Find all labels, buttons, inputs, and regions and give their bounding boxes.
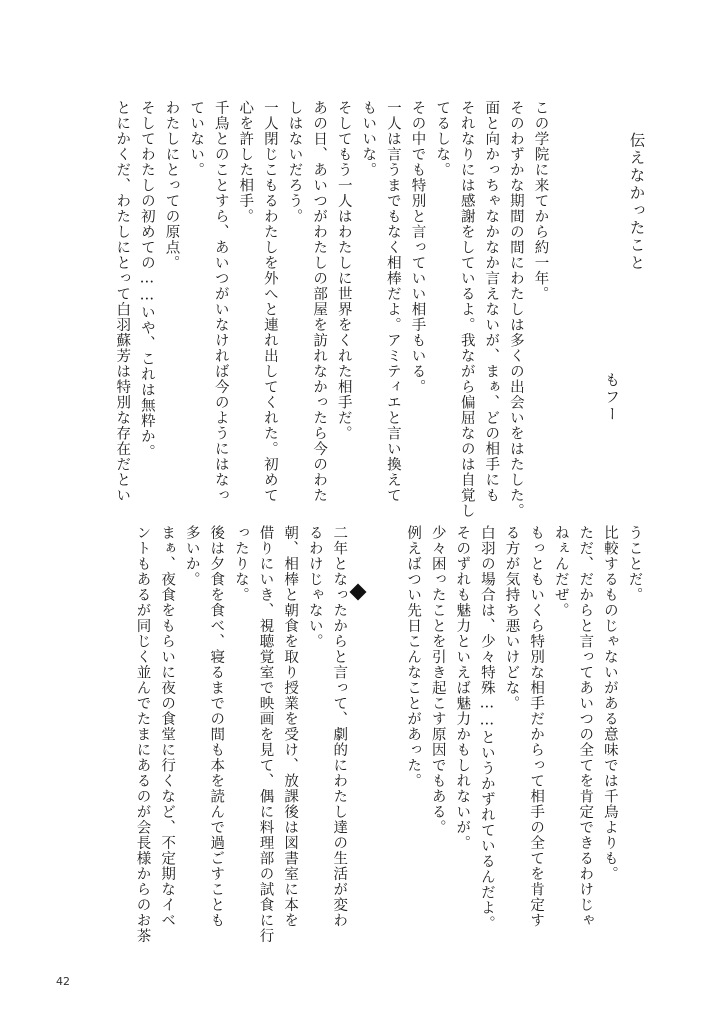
text-line: 一人は言うまでもなく相棒だよ。アミティエと言い換えて bbox=[384, 100, 401, 503]
text-line: ントもあるが同じく並んでたまにあるのが会長様からのお茶 bbox=[134, 525, 151, 944]
text-line: 少々困ったことを引き起こす原因でもある。 bbox=[429, 525, 446, 835]
text-line: ただ、だからと言ってあいつの全てを肯定できるわけじゃ bbox=[577, 525, 594, 928]
author-name: もフー bbox=[603, 372, 621, 423]
text-line: そしてわたしの初めての……いや、これは無粋か。 bbox=[138, 100, 155, 460]
text-line: ったりな。 bbox=[232, 525, 249, 603]
text-line: とにかくだ、わたしにとって白羽蘇芳は特別な存在だとい bbox=[114, 100, 131, 503]
text-line: 多いか。 bbox=[183, 525, 200, 587]
text-line: そのわずかな期間の間にわたしは多くの出会いをはたした。 bbox=[507, 100, 524, 519]
text-line: 朝、相棒と朝食を取り授業を受け、放課後は図書室に本を bbox=[282, 525, 299, 928]
text-line: 千鳥とのことすら、あいつがいなければ今のようにはなっ bbox=[212, 100, 229, 503]
text-line: もいいな。 bbox=[360, 100, 377, 178]
text-line: ねぇんだぜ。 bbox=[552, 525, 569, 618]
text-line: 一人閉じこもるわたしを外へと連れ出してくれた。初めて bbox=[261, 100, 278, 503]
text-line: ていない。 bbox=[188, 100, 205, 178]
text-line: もっともいくら特別な相手だからって相手の全てを肯定す bbox=[528, 525, 545, 928]
text-line: 借りにいき、視聴覚室で映画を見て、偶に料理部の試食に行 bbox=[257, 525, 274, 944]
text-line: わたしにとっての原点。 bbox=[163, 100, 180, 271]
text-line: てるしな。 bbox=[434, 100, 451, 178]
text-line: 面と向かっちゃなかなか言えないが、まぁ、どの相手にも bbox=[483, 100, 500, 503]
text-line: しはないだろう。 bbox=[286, 100, 303, 224]
text-line: るわけじゃない。 bbox=[306, 525, 323, 649]
text-line: それなりには感謝をしているよ。我ながら偏屈なのは自覚し bbox=[458, 100, 475, 519]
text-line: 例えばつい先日こんなことがあった。 bbox=[405, 525, 422, 789]
text-line: 心を許した相手。 bbox=[237, 100, 254, 224]
text-line: 白羽の場合は、少々特殊……というかずれているんだよ。 bbox=[478, 525, 495, 931]
text-line: そのずれも魅力といえば魅力かもしれないが。 bbox=[454, 525, 471, 851]
section-divider-diamond-icon bbox=[350, 584, 367, 601]
text-line: うことだ。 bbox=[626, 525, 643, 603]
text-line: まぁ、夜食をもらいに夜の食堂に行くなど、不定期なイベ bbox=[159, 525, 176, 928]
text-line: 後は夕食を食べ、寝るまでの間も本を読んで過ごすことも bbox=[208, 525, 225, 928]
text-line: そしてもう一人はわたしに世界をくれた相手だ。 bbox=[335, 100, 352, 441]
text-line: 比較するものじゃないがある意味では千鳥よりも。 bbox=[601, 525, 618, 882]
text-line: この学院に来てから約一年。 bbox=[532, 100, 549, 302]
text-line: あの日、あいつがわたしの部屋を訪れなかったら今のわた bbox=[311, 100, 328, 503]
text-line: る方が気持ち悪いけどな。 bbox=[503, 525, 520, 711]
story-title: 伝えなかったこと bbox=[627, 132, 646, 272]
text-line: その中でも特別と言っていい相手もいる。 bbox=[409, 100, 426, 395]
page-number: 42 bbox=[56, 975, 70, 988]
text-line: 二年となったからと言って、劇的にわたし達の生活が変わ bbox=[331, 525, 348, 928]
